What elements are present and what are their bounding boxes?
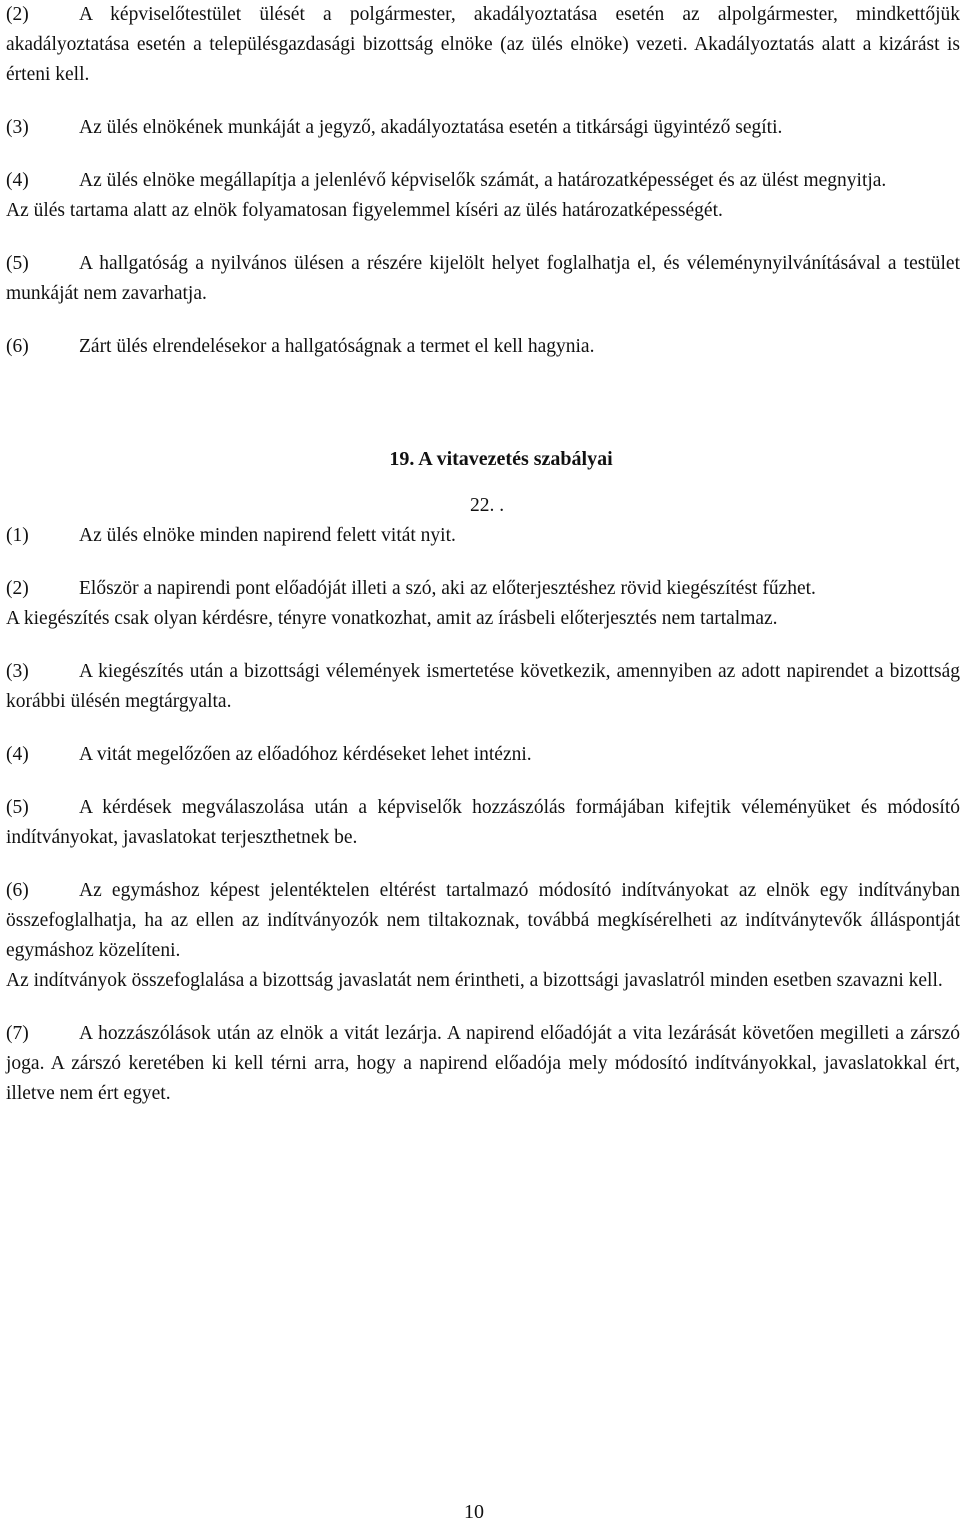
paragraph-a2 — [6, 0, 960, 90]
paragraph-text: Zárt ülés elrendelésekor a hallgatóságnak a termet el kell hagynia. — [79, 336, 595, 357]
paragraph-text: A hozzászólások után az elnök a vitát lezárja. A napirend előadóját a vita lezárását követően megilleti a zárszó joga. A zárszó keretében ki kell térni arra, hogy a napirend előadója mely módosító indítványokkal, javaslatokkal ért, illetve nem ért egyet. — [6, 1023, 960, 1104]
section-number: 22. . — [469, 495, 505, 516]
paragraph-b7 — [6, 1019, 960, 1109]
paragraph-number: (3) — [6, 117, 29, 138]
paragraph-number: (6) — [6, 880, 29, 901]
paragraph-number: (5) — [6, 797, 29, 818]
paragraph-number: (5) — [6, 253, 29, 274]
paragraph-number: (4) — [6, 744, 29, 765]
paragraph-text: A vitát megelőzően az előadóhoz kérdéseket lehet intézni. — [79, 744, 532, 765]
paragraph-text: Az ülés elnökének munkáját a jegyző, akadályoztatása esetén a titkársági ügyintéző segíti. — [79, 117, 783, 138]
paragraph-text: A kiegészítés után a bizottsági vélemények ismertetése következik, amennyiben az adott napirendet a bizottság korábbi ülésén megtárgyalta. — [6, 661, 960, 712]
paragraph-text: Az ülés elnöke minden napirend felett vitát nyit. — [79, 525, 456, 546]
paragraph-text: Az egymáshoz képest jelentéktelen eltérést tartalmazó módosító indítványokat az elnök egy indítványban összefoglalhatja, ha az ellen az indítványozók nem tiltakoznak, továbbá megkísérelheti az indítványtevők álláspontját egymáshoz közelíteni. — [6, 880, 960, 961]
paragraph-b5 — [6, 793, 960, 853]
paragraph-b4 — [6, 740, 960, 770]
paragraph-a4 — [6, 166, 960, 196]
paragraph-text: A képviselőtestület ülését a polgármester, akadályoztatása esetén az alpolgármester, mindkettőjük akadályoztatása esetén a településgazdasági bizottság elnöke (az ülés elnöke) vezeti. Akadályoztatás alatt a kizárást is érteni kell. — [6, 4, 960, 85]
paragraph-b2 — [6, 574, 960, 604]
paragraph-number: (7) — [6, 1023, 29, 1044]
paragraph-number: (4) — [6, 170, 29, 191]
paragraph-a4-continuation: Az ülés tartama alatt az elnök folyamatosan figyelemmel kíséri az ülés határozatképességét. — [6, 200, 723, 221]
paragraph-b2-continuation: A kiegészítés csak olyan kérdésre, tényre vonatkozhat, amit az írásbeli előterjesztés nem tartalmaz. — [6, 608, 778, 629]
paragraph-a5 — [6, 249, 960, 309]
paragraph-b6-continuation: Az indítványok összefoglalása a bizottság javaslatát nem érintheti, a bizottsági javaslatról minden esetben szavazni kell. — [6, 970, 943, 991]
paragraph-number: (6) — [6, 336, 29, 357]
page-number: 10 — [464, 1501, 484, 1523]
paragraph-number: (2) — [6, 4, 29, 25]
paragraph-number: (1) — [6, 525, 29, 546]
paragraph-b1 — [6, 521, 960, 551]
paragraph-a6 — [6, 332, 960, 362]
paragraph-b6 — [6, 876, 960, 966]
paragraph-text: A hallgatóság a nyilvános ülésen a részére kijelölt helyet foglalhatja el, és véleménynyilvánításával a testület munkáját nem zavarhatja. — [6, 253, 960, 304]
paragraph-text: Először a napirendi pont előadóját illeti a szó, aki az előterjesztéshez rövid kiegészítést fűzhet. — [79, 578, 816, 599]
paragraph-number: (2) — [6, 578, 29, 599]
paragraph-number: (3) — [6, 661, 29, 682]
paragraph-text: A kérdések megválaszolása után a képviselők hozzászólás formájában kifejtik véleményüket és módosító indítványokat, javaslatokat terjeszthetnek be. — [6, 797, 960, 848]
document-page — [6, 0, 960, 1535]
section-heading: 19. A vitavezetés szabályai — [389, 448, 613, 470]
paragraph-a3 — [6, 113, 960, 143]
paragraph-b3 — [6, 657, 960, 717]
paragraph-text: Az ülés elnöke megállapítja a jelenlévő képviselők számát, a határozatképességet és az ülést megnyitja. — [79, 170, 887, 191]
